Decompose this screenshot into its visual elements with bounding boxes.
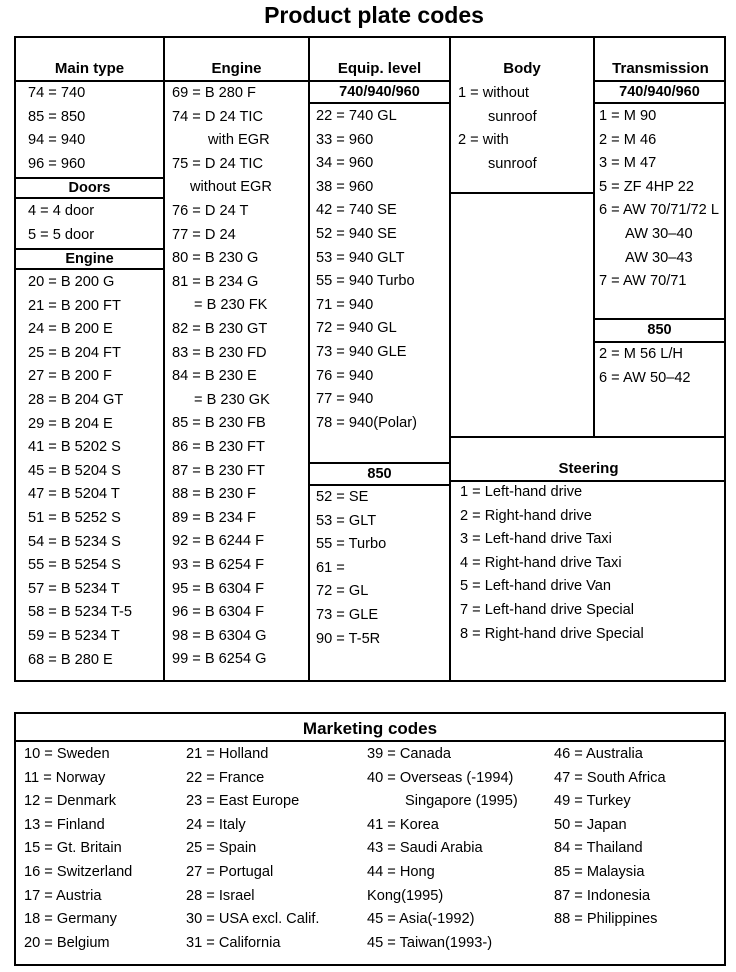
list-item: 30 = USA excl. Calif. bbox=[186, 911, 320, 928]
divider bbox=[449, 480, 726, 482]
list-item: 23 = East Europe bbox=[186, 793, 300, 810]
list-item: 17 = Austria bbox=[24, 887, 102, 904]
list-item: 28 = Israel bbox=[186, 887, 255, 904]
list-item: 96 = 960 bbox=[28, 155, 86, 172]
list-item: 53 = GLT bbox=[316, 512, 377, 529]
list-item: 84 = Thailand bbox=[554, 840, 643, 857]
list-item: 47 = South Africa bbox=[554, 769, 666, 786]
list-item: 86 = B 230 FT bbox=[172, 439, 265, 455]
list-item: 24 = B 200 E bbox=[28, 321, 113, 338]
list-item: 99 = B 6254 G bbox=[172, 651, 267, 668]
list-item: 34 = 960 bbox=[316, 155, 374, 172]
list-item: 54 = B 5234 S bbox=[28, 533, 121, 550]
list-item: 88 = Philippines bbox=[554, 911, 658, 928]
list-item: 45 = Taiwan(1993-) bbox=[367, 934, 493, 951]
list-item: with EGR bbox=[208, 132, 270, 149]
list-item: 85 = B 230 FB bbox=[172, 415, 266, 432]
list-item: 33 = 960 bbox=[316, 131, 374, 148]
list-item: 42 = 740 SE bbox=[316, 202, 397, 219]
page-title: Product plate codes bbox=[264, 2, 484, 28]
list-item: 5 = 5 door bbox=[28, 226, 95, 243]
list-item: 73 = 940 GLE bbox=[316, 344, 407, 360]
list-item: 92 = B 6244 F bbox=[172, 533, 265, 550]
list-item: without EGR bbox=[190, 179, 272, 196]
list-item: 96 = B 6304 F bbox=[172, 604, 265, 621]
list-item: 76 = D 24 T bbox=[172, 203, 249, 219]
list-item: 87 = B 230 FT bbox=[172, 462, 265, 479]
steering-header: Steering bbox=[558, 460, 619, 477]
list-item: 31 = California bbox=[186, 934, 281, 951]
list-item: 84 = B 230 E bbox=[172, 368, 257, 385]
list-item: 57 = B 5234 T bbox=[28, 580, 120, 597]
list-item: 74 = 740 bbox=[28, 85, 86, 101]
list-item: 52 = SE bbox=[316, 489, 369, 505]
list-item: 1 = without bbox=[458, 85, 529, 101]
list-item: 3 = Left-hand drive Taxi bbox=[460, 531, 612, 548]
list-item: 74 = D 24 TIC bbox=[172, 108, 263, 125]
list-item: 3 = M 47 bbox=[599, 155, 657, 172]
transmission-header: Transmission bbox=[612, 60, 709, 77]
list-item: AW 30–40 bbox=[625, 226, 693, 242]
list-item: 68 = B 280 E bbox=[28, 651, 113, 668]
main-engine-header: Engine bbox=[14, 248, 165, 270]
list-item: 22 = France bbox=[186, 769, 265, 786]
list-item: 90 = T-5R bbox=[316, 630, 381, 647]
list-item: sunroof bbox=[488, 155, 537, 172]
list-item: 27 = Portugal bbox=[186, 864, 274, 880]
list-item: 20 = B 200 G bbox=[28, 274, 115, 290]
list-item: Singapore (1995) bbox=[405, 793, 518, 810]
list-item: 51 = B 5252 S bbox=[28, 510, 121, 526]
list-item: 12 = Denmark bbox=[24, 793, 117, 810]
list-item: = B 230 FK bbox=[194, 297, 268, 314]
main-type-header: Main type bbox=[54, 60, 125, 77]
list-item: 1 = Left-hand drive bbox=[460, 484, 583, 500]
list-item: 71 = 940 bbox=[316, 296, 374, 313]
list-item: Kong(1995) bbox=[367, 887, 444, 904]
list-item: 45 = Asia(-1992) bbox=[367, 911, 475, 928]
equip-sub-850-header: 850 bbox=[308, 462, 451, 486]
divider bbox=[163, 36, 165, 682]
list-item: 16 = Switzerland bbox=[24, 864, 133, 880]
list-item: 72 = GL bbox=[316, 583, 369, 600]
equip-header: Equip. level bbox=[337, 60, 422, 77]
list-item: 77 = 940 bbox=[316, 391, 374, 408]
list-item: 45 = B 5204 S bbox=[28, 462, 121, 479]
list-item: 2 = with bbox=[458, 132, 509, 149]
list-item: 61 = bbox=[316, 559, 345, 576]
list-item: 55 = B 5254 S bbox=[28, 557, 121, 574]
doors-header: Doors bbox=[14, 177, 165, 199]
list-item: 73 = GLE bbox=[316, 607, 379, 623]
list-item: 21 = B 200 FT bbox=[28, 297, 121, 314]
list-item: 7 = Left-hand drive Special bbox=[460, 602, 635, 618]
list-item: 1 = M 90 bbox=[599, 108, 657, 124]
trans-sub-850-header: 850 bbox=[593, 318, 726, 343]
list-item: 77 = D 24 bbox=[172, 226, 236, 243]
list-item: 8 = Right-hand drive Special bbox=[460, 625, 644, 642]
list-item: 25 = Spain bbox=[186, 840, 257, 857]
list-item: 93 = B 6254 F bbox=[172, 557, 265, 573]
engine-header: Engine bbox=[211, 60, 262, 77]
marketing-header: Marketing codes bbox=[302, 719, 438, 738]
list-item: 27 = B 200 F bbox=[28, 368, 112, 385]
list-item: 38 = 960 bbox=[316, 178, 374, 195]
list-item: 6 = AW 70/71/72 L bbox=[599, 202, 719, 219]
list-item: 18 = Germany bbox=[24, 911, 117, 928]
list-item: 53 = 940 GLT bbox=[316, 249, 405, 266]
list-item: 72 = 940 GL bbox=[316, 320, 397, 337]
list-item: 40 = Overseas (-1994) bbox=[367, 769, 514, 786]
list-item: 10 = Sweden bbox=[24, 746, 110, 762]
list-item: 78 = 940(Polar) bbox=[316, 414, 418, 431]
list-item: sunroof bbox=[488, 108, 537, 125]
divider bbox=[14, 740, 726, 742]
list-item: 83 = B 230 FD bbox=[172, 344, 267, 361]
list-item: 58 = B 5234 T-5 bbox=[28, 604, 132, 621]
list-item: 2 = M 56 L/H bbox=[599, 346, 683, 362]
equip-sub-740-header: 740/940/960 bbox=[308, 80, 451, 104]
list-item: 5 = Left-hand drive Van bbox=[460, 578, 612, 595]
list-item: 44 = Hong bbox=[367, 864, 435, 880]
list-item: 29 = B 204 E bbox=[28, 415, 113, 432]
list-item: 2 = Right-hand drive bbox=[460, 507, 592, 524]
list-item: 5 = ZF 4HP 22 bbox=[599, 178, 695, 195]
list-item: 41 = B 5202 S bbox=[28, 439, 121, 456]
list-item: 94 = 940 bbox=[28, 132, 86, 149]
list-item: 89 = B 234 F bbox=[172, 509, 256, 526]
list-item: 55 = 940 Turbo bbox=[316, 273, 415, 290]
list-item: 75 = D 24 TIC bbox=[172, 155, 263, 172]
list-item: 50 = Japan bbox=[554, 816, 627, 833]
list-item: 22 = 740 GL bbox=[316, 108, 397, 124]
trans-sub-740-header: 740/940/960 bbox=[593, 80, 726, 104]
list-item: 7 = AW 70/71 bbox=[599, 273, 687, 290]
list-item: 20 = Belgium bbox=[24, 934, 110, 951]
list-item: AW 30–43 bbox=[625, 249, 693, 266]
list-item: 98 = B 6304 G bbox=[172, 627, 267, 644]
list-item: 15 = Gt. Britain bbox=[24, 840, 122, 857]
list-item: = B 230 GK bbox=[194, 391, 270, 408]
divider bbox=[308, 36, 310, 682]
list-item: 39 = Canada bbox=[367, 746, 451, 762]
list-item: 95 = B 6304 F bbox=[172, 580, 265, 597]
list-item: 4 = 4 door bbox=[28, 203, 95, 219]
list-item: 69 = B 280 F bbox=[172, 85, 256, 101]
list-item: 81 = B 234 G bbox=[172, 273, 259, 290]
list-item: 41 = Korea bbox=[367, 816, 439, 833]
list-item: 21 = Holland bbox=[186, 746, 269, 762]
list-item: 59 = B 5234 T bbox=[28, 628, 120, 644]
list-item: 85 = 850 bbox=[28, 108, 86, 125]
body-header: Body bbox=[503, 60, 541, 77]
list-item: 11 = Norway bbox=[24, 769, 106, 786]
list-item: 52 = 940 SE bbox=[316, 226, 397, 242]
list-item: 87 = Indonesia bbox=[554, 887, 651, 904]
list-item: 46 = Australia bbox=[554, 746, 643, 762]
list-item: 85 = Malaysia bbox=[554, 864, 645, 880]
list-item: 55 = Turbo bbox=[316, 536, 387, 553]
divider bbox=[449, 436, 726, 438]
list-item: 2 = M 46 bbox=[599, 131, 657, 148]
list-item: 6 = AW 50–42 bbox=[599, 369, 691, 386]
list-item: 49 = Turkey bbox=[554, 793, 631, 810]
list-item: 88 = B 230 F bbox=[172, 486, 256, 503]
list-item: 47 = B 5204 T bbox=[28, 486, 120, 503]
list-item: 43 = Saudi Arabia bbox=[367, 840, 483, 857]
list-item: 76 = 940 bbox=[316, 367, 374, 384]
list-item: 80 = B 230 G bbox=[172, 250, 259, 267]
list-item: 24 = Italy bbox=[186, 816, 246, 833]
list-item: 4 = Right-hand drive Taxi bbox=[460, 554, 622, 571]
list-item: 25 = B 204 FT bbox=[28, 344, 121, 361]
list-item: 13 = Finland bbox=[24, 816, 105, 833]
list-item: 82 = B 230 GT bbox=[172, 321, 268, 337]
list-item: 28 = B 204 GT bbox=[28, 392, 124, 408]
